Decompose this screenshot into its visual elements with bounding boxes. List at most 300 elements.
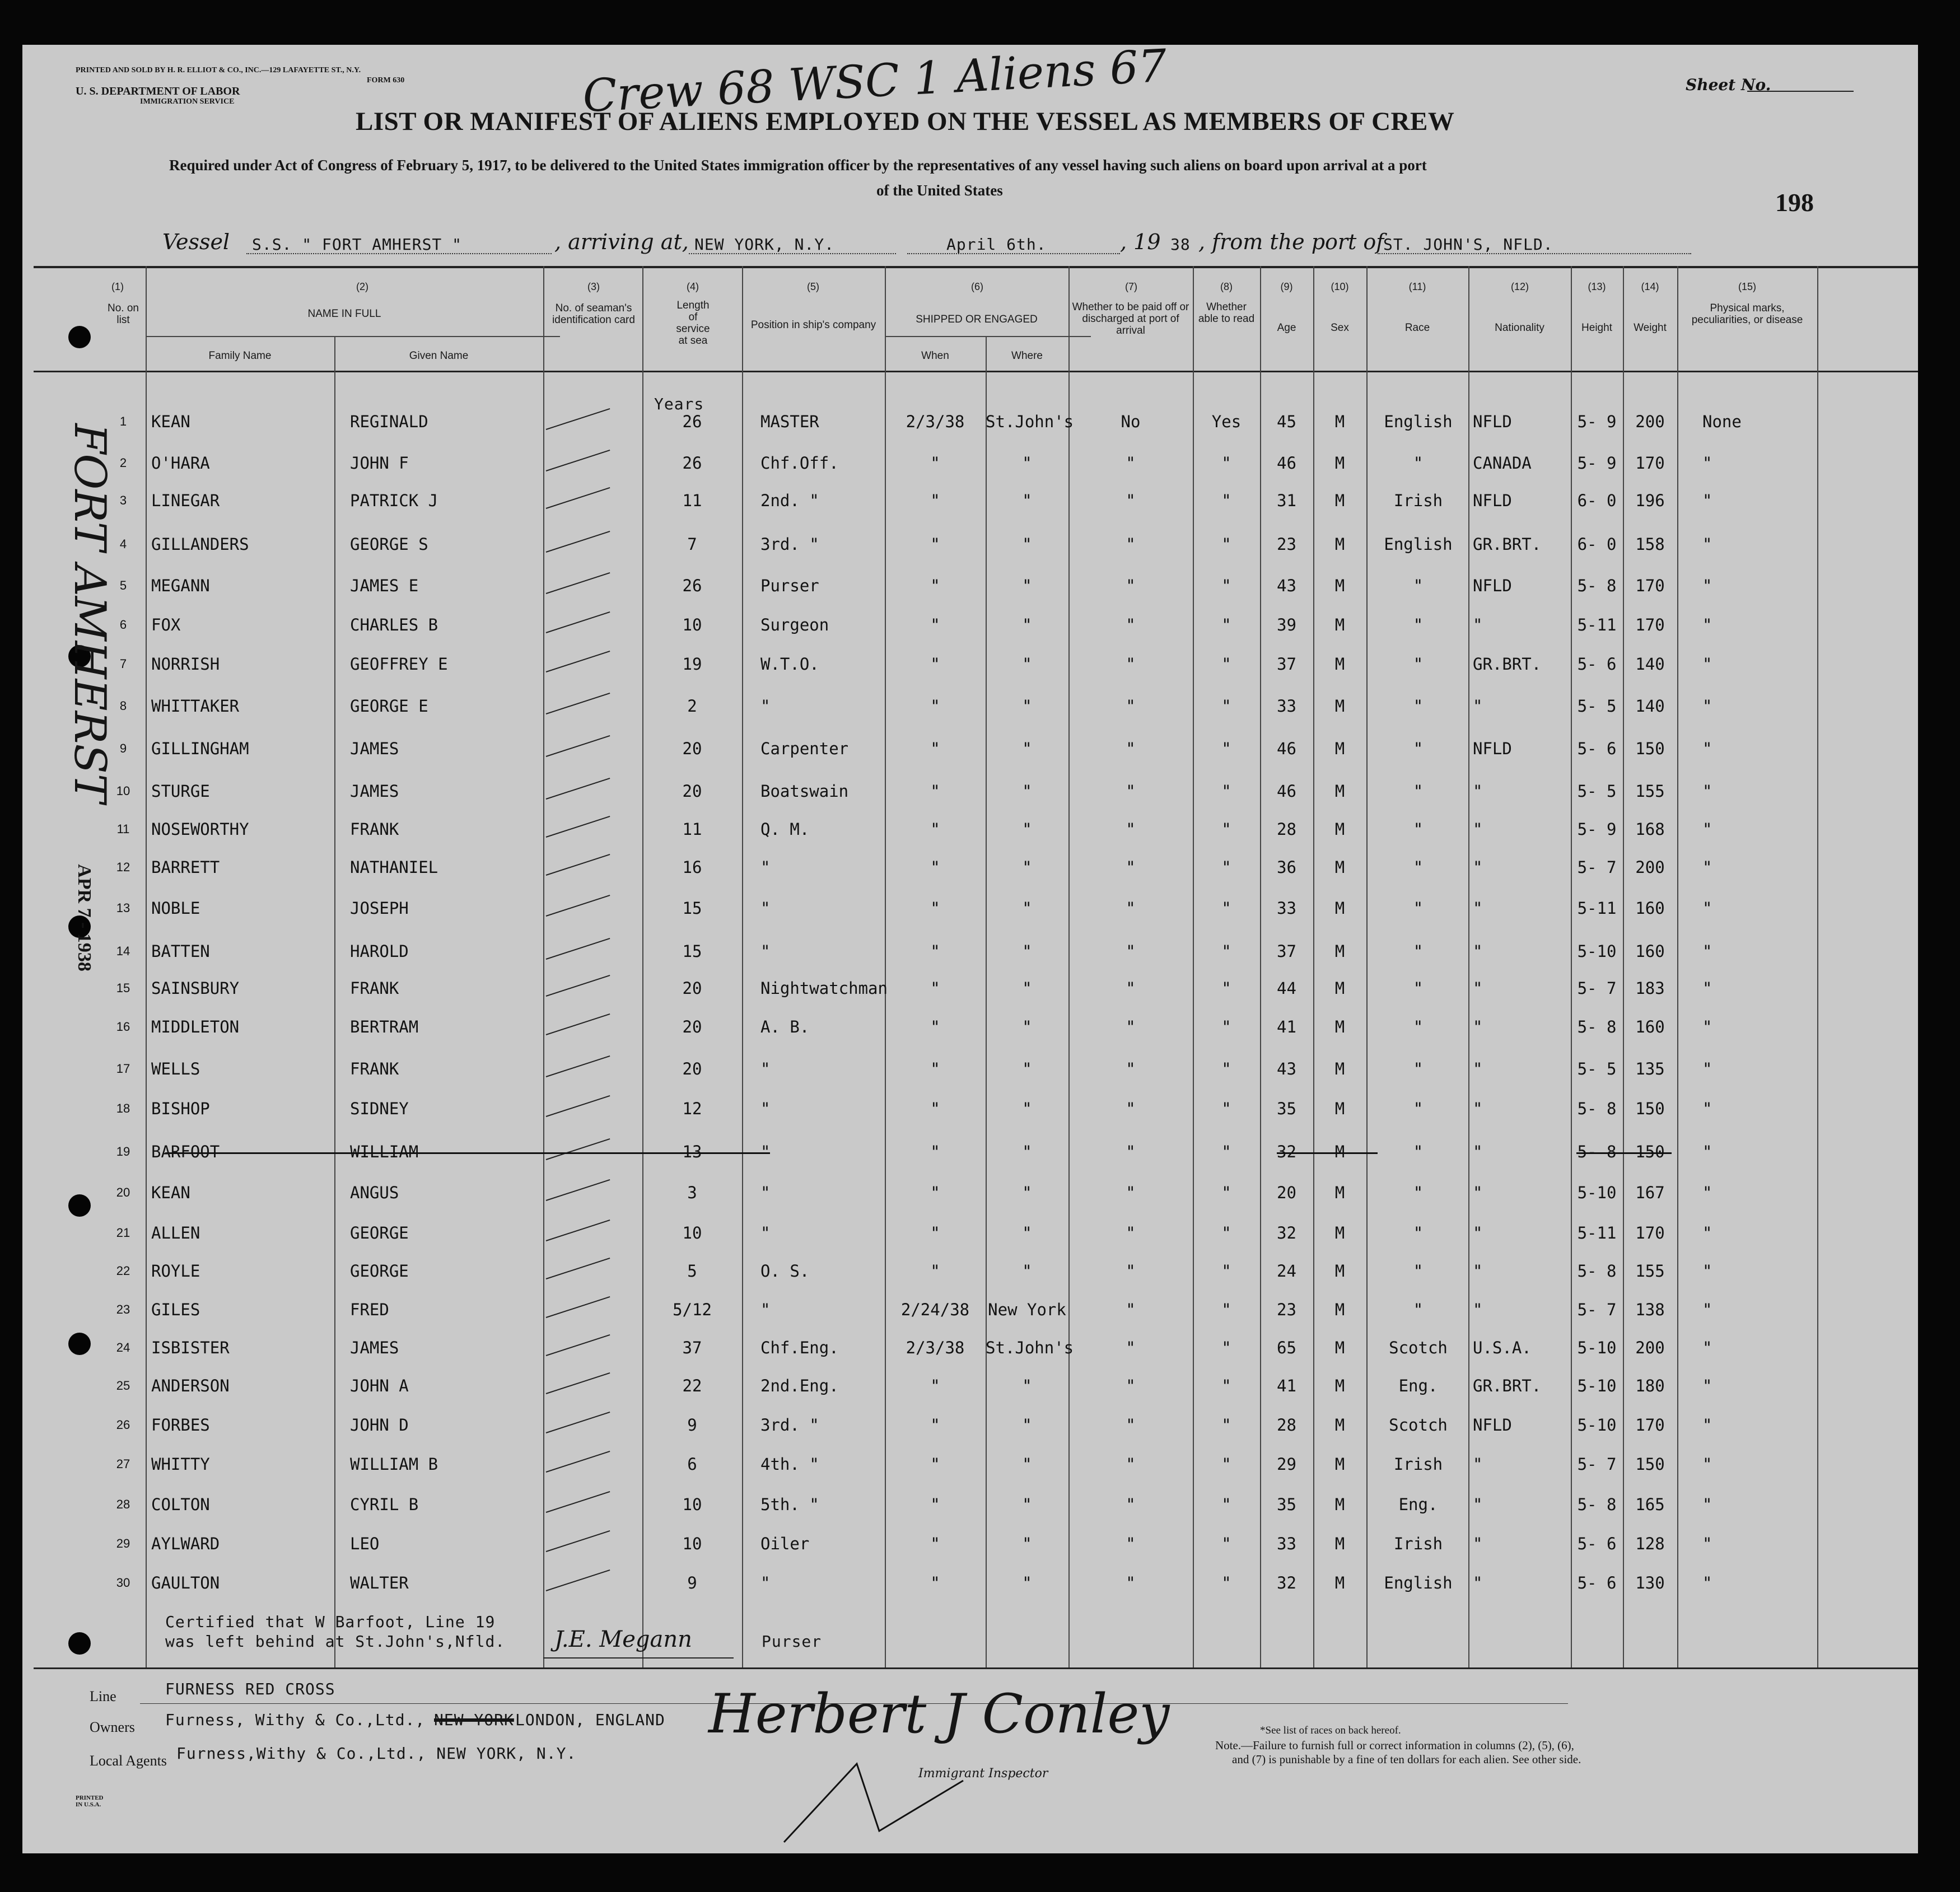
read-cell: " bbox=[1221, 942, 1231, 961]
form-number: FORM 630 bbox=[367, 76, 405, 85]
col-rule bbox=[1677, 266, 1678, 1667]
id-card-tick-mark bbox=[546, 816, 610, 838]
signature-flourish bbox=[750, 1747, 974, 1848]
weight-cell: 140 bbox=[1635, 655, 1665, 674]
sex-cell: M bbox=[1334, 1262, 1345, 1281]
family-name-cell: ISBISTER bbox=[151, 1338, 230, 1357]
nationality-cell: " bbox=[1473, 1262, 1483, 1281]
paid-off-cell: " bbox=[1126, 1017, 1136, 1036]
position-cell: O. S. bbox=[760, 1262, 810, 1281]
row-number: 26 bbox=[116, 1418, 130, 1432]
physical-marks-cell: " bbox=[1702, 1142, 1712, 1161]
physical-marks-cell: " bbox=[1702, 1338, 1712, 1357]
paid-off-cell: " bbox=[1126, 782, 1136, 801]
age-cell: 35 bbox=[1277, 1495, 1296, 1514]
id-card-tick-mark bbox=[546, 1179, 610, 1201]
arrival-date: April 6th. bbox=[946, 235, 1047, 254]
position-cell: MASTER bbox=[760, 412, 819, 431]
header-years-service: Length of service at sea bbox=[676, 300, 710, 347]
strike-through-line bbox=[1576, 1152, 1672, 1154]
fine-note-line1: Note.—Failure to furnish full or correct information in columns (2), (5), (6), bbox=[1215, 1739, 1574, 1752]
age-cell: 32 bbox=[1277, 1142, 1296, 1161]
row-number: 30 bbox=[116, 1576, 130, 1590]
paid-off-cell: " bbox=[1126, 1183, 1136, 1202]
service-cell: 9 bbox=[687, 1416, 697, 1435]
service-cell: 10 bbox=[682, 1223, 702, 1242]
shipped-when-cell: " bbox=[930, 1376, 940, 1395]
position-cell: " bbox=[760, 942, 771, 961]
weight-cell: 130 bbox=[1635, 1573, 1665, 1592]
read-cell: " bbox=[1221, 655, 1231, 674]
age-cell: 31 bbox=[1277, 491, 1296, 510]
header-where: Where bbox=[1011, 350, 1043, 362]
strike-through-line bbox=[1277, 1152, 1378, 1154]
sex-cell: M bbox=[1334, 1142, 1345, 1161]
shipped-when-cell: " bbox=[930, 1573, 940, 1592]
paid-off-cell: " bbox=[1126, 1573, 1136, 1592]
family-name-cell: LINEGAR bbox=[151, 491, 220, 510]
shipped-when-cell: " bbox=[930, 1183, 940, 1202]
physical-marks-cell: " bbox=[1702, 1017, 1712, 1036]
sex-cell: M bbox=[1334, 1534, 1345, 1553]
race-cell: " bbox=[1413, 1262, 1424, 1281]
shipped-when-cell: " bbox=[930, 1534, 940, 1553]
position-cell: Chf.Eng. bbox=[760, 1338, 839, 1357]
row-number: 8 bbox=[119, 699, 127, 713]
family-name-cell: MIDDLETON bbox=[151, 1017, 240, 1036]
shipped-where-cell: " bbox=[1022, 1223, 1032, 1242]
shipped-when-cell: " bbox=[930, 979, 940, 998]
position-cell: Nightwatchman bbox=[760, 979, 888, 998]
race-cell: " bbox=[1413, 820, 1424, 839]
row-number: 5 bbox=[119, 578, 127, 592]
height-cell: 6- 0 bbox=[1577, 535, 1617, 554]
race-cell: English bbox=[1384, 535, 1453, 554]
read-cell: " bbox=[1221, 782, 1231, 801]
id-card-tick-mark bbox=[546, 1095, 610, 1117]
col-number: (13) bbox=[1588, 281, 1606, 292]
departure-port: ST. JOHN'S, NFLD. bbox=[1383, 235, 1553, 254]
race-cell: " bbox=[1413, 1142, 1424, 1161]
weight-cell: 128 bbox=[1635, 1534, 1665, 1553]
race-cell: Eng. bbox=[1398, 1376, 1438, 1395]
sex-cell: M bbox=[1334, 942, 1345, 961]
owners-name: Furness, Withy & Co.,Ltd., bbox=[165, 1711, 426, 1729]
side-vessel-stamp: FORT AMHERST bbox=[64, 423, 115, 803]
physical-marks-cell: " bbox=[1702, 1183, 1712, 1202]
row-number: 15 bbox=[116, 981, 130, 995]
col-number: (4) bbox=[687, 281, 699, 292]
col-number: (10) bbox=[1331, 281, 1349, 292]
nationality-cell: NFLD bbox=[1473, 576, 1512, 595]
weight-cell: 183 bbox=[1635, 979, 1665, 998]
physical-marks-cell: " bbox=[1702, 1300, 1712, 1319]
given-name-cell: HAROLD bbox=[350, 942, 409, 961]
age-cell: 36 bbox=[1277, 858, 1296, 877]
family-name-cell: NOBLE bbox=[151, 899, 200, 918]
age-cell: 33 bbox=[1277, 1534, 1296, 1553]
physical-marks-cell: " bbox=[1702, 1573, 1712, 1592]
position-cell: Oiler bbox=[760, 1534, 810, 1553]
paid-off-cell: " bbox=[1126, 820, 1136, 839]
row-number: 12 bbox=[116, 860, 130, 874]
height-cell: 5- 6 bbox=[1577, 1573, 1617, 1592]
position-cell: " bbox=[760, 1300, 771, 1319]
col-rule bbox=[543, 266, 544, 1667]
position-cell: " bbox=[760, 1573, 771, 1592]
service-cell: 20 bbox=[682, 1059, 702, 1078]
service-cell: 15 bbox=[682, 899, 702, 918]
read-cell: " bbox=[1221, 1416, 1231, 1435]
service-cell: 2 bbox=[687, 697, 697, 716]
paid-off-cell: " bbox=[1126, 615, 1136, 634]
row-number: 27 bbox=[116, 1457, 130, 1471]
physical-marks-cell: " bbox=[1702, 1099, 1712, 1118]
col-number: (6) bbox=[971, 281, 983, 292]
paid-off-cell: No bbox=[1121, 412, 1141, 431]
shipped-where-cell: " bbox=[1022, 655, 1032, 674]
height-cell: 5-10 bbox=[1577, 1376, 1617, 1395]
read-cell: " bbox=[1221, 491, 1231, 510]
age-cell: 28 bbox=[1277, 1416, 1296, 1435]
service-cell: 16 bbox=[682, 858, 702, 877]
id-card-tick-mark bbox=[546, 975, 610, 997]
read-cell: " bbox=[1221, 1262, 1231, 1281]
id-card-tick-mark bbox=[546, 1530, 610, 1552]
from-port-label: , from the port of bbox=[1198, 230, 1384, 254]
family-name-cell: BISHOP bbox=[151, 1099, 210, 1118]
age-cell: 20 bbox=[1277, 1183, 1296, 1202]
col-number: (14) bbox=[1641, 281, 1659, 292]
weight-cell: 158 bbox=[1635, 535, 1665, 554]
nationality-cell: NFLD bbox=[1473, 1416, 1512, 1435]
header-shipped-engaged: SHIPPED OR ENGAGED bbox=[916, 314, 1038, 325]
row-number: 7 bbox=[119, 657, 127, 671]
service-cell: 5 bbox=[687, 1262, 697, 1281]
race-cell: Irish bbox=[1393, 1534, 1443, 1553]
family-name-cell: BARRETT bbox=[151, 858, 220, 877]
physical-marks-cell: None bbox=[1702, 412, 1742, 431]
owners-struck-city: NEW YORK bbox=[434, 1711, 514, 1729]
position-cell: " bbox=[760, 1099, 771, 1118]
nationality-cell: " bbox=[1473, 697, 1483, 716]
header-paid-off: Whether to be paid off or discharged at port of arrival bbox=[1072, 301, 1189, 337]
purser-signature: J.E. Megann bbox=[554, 1627, 692, 1652]
age-cell: 65 bbox=[1277, 1338, 1296, 1357]
name-subrule bbox=[146, 336, 560, 337]
row-number: 20 bbox=[116, 1185, 130, 1199]
form-subtitle-line2: of the United States bbox=[876, 182, 1003, 199]
weight-cell: 200 bbox=[1635, 858, 1665, 877]
paid-off-cell: " bbox=[1126, 1534, 1136, 1553]
certification-line2: was left behind at St.John's,Nfld. bbox=[165, 1632, 506, 1651]
given-name-cell: GEOFFREY E bbox=[350, 655, 448, 674]
race-cell: " bbox=[1413, 1223, 1424, 1242]
family-name-cell: FOX bbox=[151, 615, 181, 634]
shipped-when-cell: 2/3/38 bbox=[906, 412, 965, 431]
nationality-cell: " bbox=[1473, 1099, 1483, 1118]
years-unit-label: Years bbox=[654, 395, 704, 413]
race-cell: English bbox=[1384, 412, 1453, 431]
id-card-tick-mark bbox=[546, 1412, 610, 1433]
race-cell: " bbox=[1413, 576, 1424, 595]
shipped-where-cell: " bbox=[1022, 697, 1032, 716]
position-cell: W.T.O. bbox=[760, 655, 819, 674]
paid-off-cell: " bbox=[1126, 697, 1136, 716]
given-name-cell: CHARLES B bbox=[350, 615, 438, 634]
family-name-cell: GILES bbox=[151, 1300, 200, 1319]
race-cell: " bbox=[1413, 942, 1424, 961]
physical-marks-cell: " bbox=[1702, 1534, 1712, 1553]
given-name-cell: REGINALD bbox=[350, 412, 428, 431]
col-number: (5) bbox=[807, 281, 819, 292]
shipped-where-cell: " bbox=[1022, 1059, 1032, 1078]
sex-cell: M bbox=[1334, 820, 1345, 839]
shipped-where-cell: St.John's bbox=[986, 412, 1074, 431]
col-number: (7) bbox=[1125, 281, 1137, 292]
given-name-cell: JAMES bbox=[350, 782, 399, 801]
given-name-cell: PATRICK J bbox=[350, 491, 438, 510]
table-top-rule bbox=[34, 266, 1918, 268]
id-card-tick-mark bbox=[546, 611, 610, 633]
paid-off-cell: " bbox=[1126, 576, 1136, 595]
age-cell: 45 bbox=[1277, 412, 1296, 431]
vessel-underline bbox=[246, 253, 552, 254]
position-cell: " bbox=[760, 858, 771, 877]
punch-hole bbox=[68, 1194, 91, 1217]
shipping-line: FURNESS RED CROSS bbox=[165, 1680, 335, 1698]
race-cell: English bbox=[1384, 1573, 1453, 1592]
id-card-tick-mark bbox=[546, 1491, 610, 1513]
sex-cell: M bbox=[1334, 491, 1345, 510]
position-cell: " bbox=[760, 1223, 771, 1242]
read-cell: " bbox=[1221, 858, 1231, 877]
height-cell: 5- 8 bbox=[1577, 576, 1617, 595]
race-cell: " bbox=[1413, 454, 1424, 473]
read-cell: " bbox=[1221, 1573, 1231, 1592]
nationality-cell: " bbox=[1473, 615, 1483, 634]
agents-label: Local Agents bbox=[90, 1753, 167, 1769]
weight-cell: 167 bbox=[1635, 1183, 1665, 1202]
paid-off-cell: " bbox=[1126, 655, 1136, 674]
family-name-cell: NORRISH bbox=[151, 655, 220, 674]
row-number: 17 bbox=[116, 1062, 130, 1076]
shipped-where-cell: " bbox=[1022, 1099, 1032, 1118]
race-cell: " bbox=[1413, 979, 1424, 998]
position-cell: 2nd. " bbox=[760, 491, 819, 510]
given-name-cell: JOHN D bbox=[350, 1416, 409, 1435]
nationality-cell: " bbox=[1473, 942, 1483, 961]
row-number: 10 bbox=[116, 784, 130, 798]
service-cell: 26 bbox=[682, 454, 702, 473]
shipped-where-cell: " bbox=[1022, 1183, 1032, 1202]
race-cell: " bbox=[1413, 1059, 1424, 1078]
nationality-cell: " bbox=[1473, 1300, 1483, 1319]
nationality-cell: GR.BRT. bbox=[1473, 535, 1542, 554]
service-cell: 20 bbox=[682, 739, 702, 758]
paid-off-cell: " bbox=[1126, 491, 1136, 510]
service-cell: 19 bbox=[682, 655, 702, 674]
purser-title: Purser bbox=[762, 1632, 822, 1651]
weight-cell: 138 bbox=[1635, 1300, 1665, 1319]
id-card-tick-mark bbox=[546, 531, 610, 553]
shipped-where-cell: " bbox=[1022, 782, 1032, 801]
sex-cell: M bbox=[1334, 697, 1345, 716]
read-cell: Yes bbox=[1211, 412, 1242, 431]
service-cell: 12 bbox=[682, 1099, 702, 1118]
inspector-label: Immigrant Inspector bbox=[918, 1767, 1048, 1781]
family-name-cell: BARFOOT bbox=[151, 1142, 220, 1161]
row-number: 9 bbox=[119, 741, 127, 755]
given-name-cell: JAMES E bbox=[350, 576, 419, 595]
shipped-when-cell: " bbox=[930, 1059, 940, 1078]
given-name-cell: NATHANIEL bbox=[350, 858, 438, 877]
header-height: Height bbox=[1581, 322, 1612, 334]
service-cell: 15 bbox=[682, 942, 702, 961]
height-cell: 5- 7 bbox=[1577, 858, 1617, 877]
age-cell: 32 bbox=[1277, 1223, 1296, 1242]
age-cell: 28 bbox=[1277, 820, 1296, 839]
header-physical-marks: Physical marks, peculiarities, or disease bbox=[1691, 302, 1803, 326]
service-cell: 26 bbox=[682, 412, 702, 431]
punch-hole bbox=[68, 326, 91, 348]
shipped-when-cell: 2/3/38 bbox=[906, 1338, 965, 1357]
physical-marks-cell: " bbox=[1702, 1455, 1712, 1474]
height-cell: 5-11 bbox=[1577, 1223, 1617, 1242]
family-name-cell: ROYLE bbox=[151, 1262, 200, 1281]
paid-off-cell: " bbox=[1126, 1338, 1136, 1357]
position-cell: 3rd. " bbox=[760, 535, 819, 554]
paid-off-cell: " bbox=[1126, 942, 1136, 961]
given-name-cell: WILLIAM B bbox=[350, 1455, 438, 1474]
service-cell: 6 bbox=[687, 1455, 697, 1474]
race-cell: " bbox=[1413, 739, 1424, 758]
height-cell: 5- 6 bbox=[1577, 655, 1617, 674]
sex-cell: M bbox=[1334, 655, 1345, 674]
position-cell: Surgeon bbox=[760, 615, 829, 634]
port-underline bbox=[689, 253, 896, 254]
race-cell: " bbox=[1413, 782, 1424, 801]
read-cell: " bbox=[1221, 697, 1231, 716]
shipped-where-cell: " bbox=[1022, 899, 1032, 918]
weight-cell: 200 bbox=[1635, 1338, 1665, 1357]
age-cell: 33 bbox=[1277, 697, 1296, 716]
header-nationality: Nationality bbox=[1495, 322, 1544, 334]
sex-cell: M bbox=[1334, 454, 1345, 473]
nationality-cell: CANADA bbox=[1473, 454, 1532, 473]
row-number: 24 bbox=[116, 1340, 130, 1354]
paid-off-cell: " bbox=[1126, 1455, 1136, 1474]
physical-marks-cell: " bbox=[1702, 697, 1712, 716]
weight-cell: 196 bbox=[1635, 491, 1665, 510]
physical-marks-cell: " bbox=[1702, 454, 1712, 473]
physical-marks-cell: " bbox=[1702, 1262, 1712, 1281]
height-cell: 5- 5 bbox=[1577, 697, 1617, 716]
id-card-tick-mark bbox=[546, 1220, 610, 1241]
position-cell: " bbox=[760, 697, 771, 716]
read-cell: " bbox=[1221, 1455, 1231, 1474]
row-number: 2 bbox=[119, 456, 127, 470]
height-cell: 5- 8 bbox=[1577, 1142, 1617, 1161]
race-cell: Irish bbox=[1393, 491, 1443, 510]
col-number: (3) bbox=[587, 281, 600, 292]
shipped-where-cell: " bbox=[1022, 1416, 1032, 1435]
row-number: 23 bbox=[116, 1302, 130, 1316]
weight-cell: 155 bbox=[1635, 1262, 1665, 1281]
service-cell: 20 bbox=[682, 1017, 702, 1036]
physical-marks-cell: " bbox=[1702, 899, 1712, 918]
physical-marks-cell: " bbox=[1702, 739, 1712, 758]
physical-marks-cell: " bbox=[1702, 535, 1712, 554]
nationality-cell: " bbox=[1473, 820, 1483, 839]
col-rule bbox=[1817, 266, 1818, 1667]
col-rule bbox=[146, 266, 147, 1667]
form-title: LIST OR MANIFEST OF ALIENS EMPLOYED ON THE VESSEL AS MEMBERS OF CREW bbox=[356, 107, 1455, 136]
read-cell: " bbox=[1221, 1338, 1231, 1357]
family-name-cell: STURGE bbox=[151, 782, 210, 801]
height-cell: 5- 9 bbox=[1577, 412, 1617, 431]
height-cell: 5- 8 bbox=[1577, 1017, 1617, 1036]
table-bottom-rule bbox=[34, 1667, 1918, 1669]
nationality-cell: " bbox=[1473, 1183, 1483, 1202]
header-id-card: No. of seaman's identification card bbox=[552, 302, 635, 326]
service-cell: 11 bbox=[682, 820, 702, 839]
position-cell: 2nd.Eng. bbox=[760, 1376, 839, 1395]
sheet-number-line bbox=[1747, 91, 1854, 92]
handwritten-crew-count: Crew 68 WSC 1 Aliens 67 bbox=[581, 39, 1168, 123]
sex-cell: M bbox=[1334, 739, 1345, 758]
weight-cell: 180 bbox=[1635, 1376, 1665, 1395]
shipped-where-cell: " bbox=[1022, 1262, 1032, 1281]
printer-line: PRINTED AND SOLD BY H. R. ELLIOT & CO., INC.—129 LAFAYETTE ST., N.Y. bbox=[76, 66, 361, 74]
position-cell: Boatswain bbox=[760, 782, 849, 801]
age-cell: 24 bbox=[1277, 1262, 1296, 1281]
physical-marks-cell: " bbox=[1702, 1416, 1712, 1435]
position-cell: Q. M. bbox=[760, 820, 810, 839]
header-bottom-rule bbox=[34, 371, 1918, 372]
shipped-when-cell: " bbox=[930, 1416, 940, 1435]
row-number: 18 bbox=[116, 1101, 130, 1115]
given-name-cell: JAMES bbox=[350, 1338, 399, 1357]
nationality-cell: " bbox=[1473, 899, 1483, 918]
id-card-tick-mark bbox=[546, 450, 610, 471]
given-name-cell: GEORGE S bbox=[350, 535, 428, 554]
id-card-tick-mark bbox=[546, 693, 610, 714]
shipped-when-cell: " bbox=[930, 1017, 940, 1036]
service-cell: 13 bbox=[682, 1142, 702, 1161]
service-cell: 3 bbox=[687, 1183, 697, 1202]
col-number: (11) bbox=[1408, 281, 1426, 292]
sex-cell: M bbox=[1334, 1017, 1345, 1036]
row-number: 22 bbox=[116, 1264, 130, 1278]
given-name-cell: SIDNEY bbox=[350, 1099, 409, 1118]
given-name-cell: LEO bbox=[350, 1534, 380, 1553]
paid-off-cell: " bbox=[1126, 1223, 1136, 1242]
id-card-tick-mark bbox=[546, 735, 610, 757]
paid-off-cell: " bbox=[1126, 454, 1136, 473]
age-cell: 41 bbox=[1277, 1376, 1296, 1395]
service-cell: 5/12 bbox=[673, 1300, 712, 1319]
height-cell: 5-11 bbox=[1577, 615, 1617, 634]
family-name-cell: GAULTON bbox=[151, 1573, 220, 1592]
nationality-cell: " bbox=[1473, 1495, 1483, 1514]
position-cell: 4th. " bbox=[760, 1455, 819, 1474]
header-sex: Sex bbox=[1331, 322, 1349, 334]
read-cell: " bbox=[1221, 1376, 1231, 1395]
height-cell: 5-11 bbox=[1577, 899, 1617, 918]
id-card-tick-mark bbox=[546, 487, 610, 509]
sex-cell: M bbox=[1334, 535, 1345, 554]
